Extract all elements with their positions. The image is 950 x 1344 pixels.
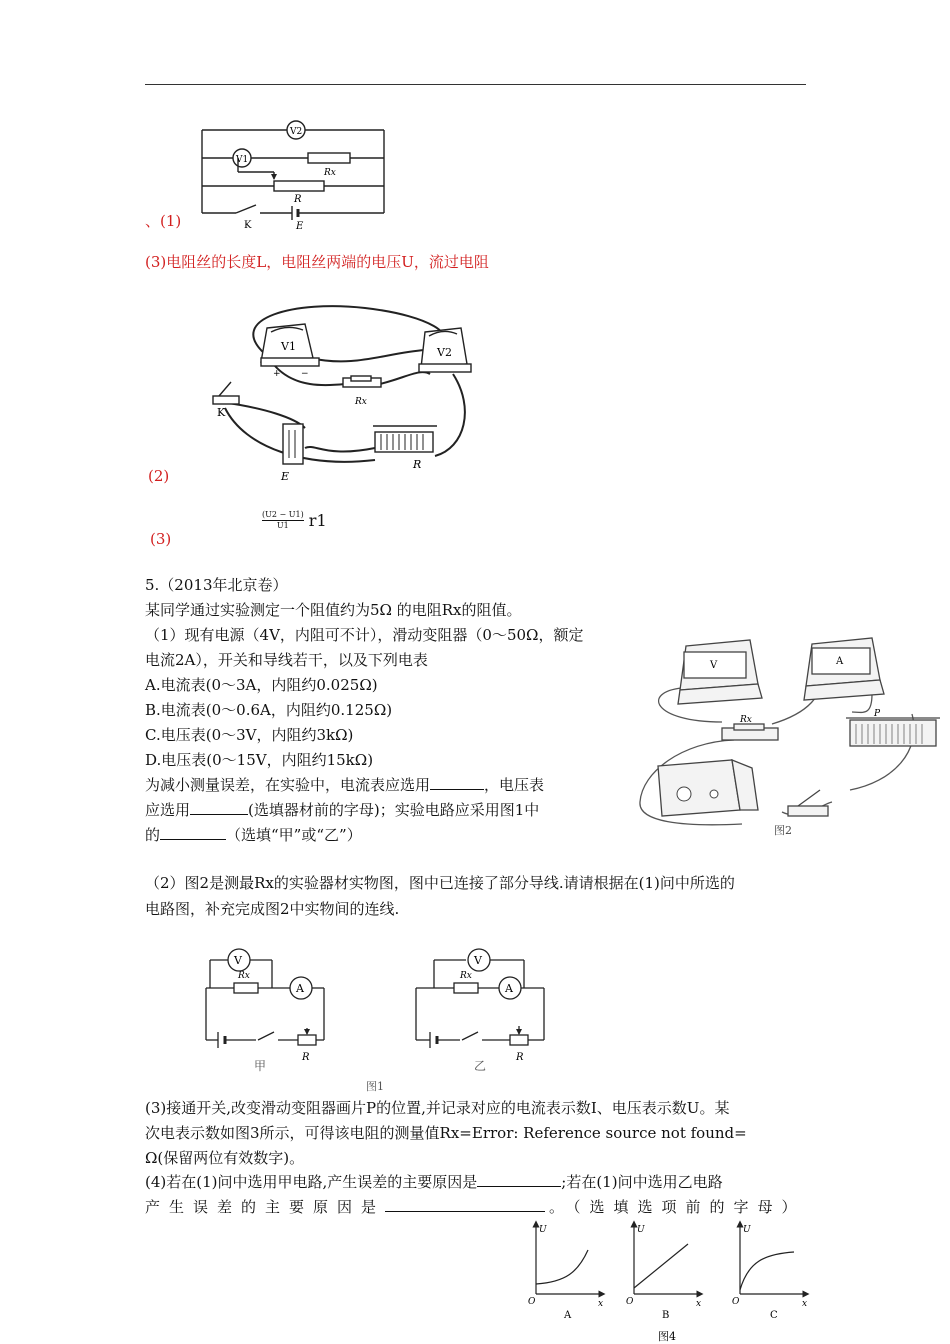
fig1-yi-r: R: [516, 1052, 524, 1063]
q5-p2-line2: 电路图，补充完成图2中实物间的连线.: [145, 900, 400, 918]
minus-mark: −: [301, 369, 309, 379]
fig1-caption: 图1: [366, 1080, 384, 1093]
fig4-x-c: x: [802, 1299, 808, 1309]
q5-ask-line1: [145, 773, 544, 798]
fig4-o-c: O: [732, 1297, 740, 1307]
fig1-yi-label: 乙: [474, 1059, 487, 1073]
answer-1-label: 、(1): [145, 212, 182, 230]
q5-p3-line3: Ω(保留两位有效数字)。: [145, 1149, 305, 1167]
p4-line2-a: 产生误差的主要原因是: [145, 1198, 386, 1216]
q5-p3-line1: (3)接通开关,改变滑动变阻器画片P的位置,并记录对应的电流表示数I、电压表示数U。某: [145, 1099, 730, 1117]
ask-line1-b: ，电压表: [484, 776, 545, 794]
k-label: K: [244, 220, 252, 231]
q5-intro: 某同学通过实验测定一个阻值约为5Ω 的电阻Rx的阻值。: [145, 601, 522, 619]
fig4-label-b: B: [662, 1310, 670, 1321]
ask-line1-a: 为减小测量误差，在实验中，电流表应选用: [145, 776, 431, 794]
plus-mark: +: [273, 369, 281, 379]
fig1-yi-a: A: [505, 982, 513, 995]
figure-4-graphs: [526, 1222, 816, 1342]
p4-line1-b: ;若在(1)问中选用乙电路: [561, 1173, 723, 1191]
fig2-rx-label: Rx: [740, 715, 752, 725]
answer-blank-error-yi[interactable]: [385, 1197, 545, 1212]
q5-p4-line2: [145, 1195, 806, 1220]
ask-line2-b: (选填器材前的字母)；实验电路应采用图1中: [248, 801, 540, 819]
fig1-jia-r: R: [302, 1052, 310, 1063]
ask-line2-a: 应选用: [145, 801, 191, 819]
header-rule: [145, 84, 806, 85]
fig4-label-a: A: [564, 1310, 572, 1321]
formula-numerator: (U2 − U1): [262, 510, 304, 519]
ask-line3-b: （选填“甲”或“乙”）: [226, 826, 362, 844]
fig1-jia-label: 甲: [254, 1059, 267, 1073]
p4-line1-a: (4)若在(1)问中选用甲电路,产生误差的主要原因是: [145, 1173, 478, 1191]
fig4-u-a: U: [539, 1225, 547, 1235]
v2-label: V2: [290, 127, 303, 137]
fig2-a-label: A: [836, 656, 844, 667]
answer-blank-error-jia[interactable]: [477, 1172, 561, 1187]
q5-p4-line1: [145, 1170, 723, 1195]
fig1-yi-v: V: [474, 954, 482, 967]
p4-line2-b: 。（选填选项前的字母）: [549, 1198, 806, 1216]
fig1-jia-v: V: [234, 954, 242, 967]
app-v2-label: V2: [437, 346, 452, 359]
q5-ask-line3: [145, 823, 362, 848]
fig2-caption: 图2: [774, 824, 792, 837]
figure-2-apparatus: [622, 632, 944, 842]
answer-circuit-diagram: [198, 118, 398, 230]
fig4-x-b: x: [696, 1299, 702, 1309]
fig4-caption: 图4: [658, 1330, 676, 1343]
app-rx-label: Rx: [355, 397, 367, 407]
fig4-u-b: U: [637, 1225, 645, 1235]
figure-1-circuits: [198, 942, 568, 1094]
fig1-jia-a: A: [296, 982, 304, 995]
fig2-v-label: V: [710, 660, 718, 671]
q5-p2-line1: （2）图2是测最Rx的实验器材实物图，图中已连接了部分导线.请请根据在(1)问中所选的: [145, 874, 735, 892]
answer-formula: [262, 510, 327, 531]
app-v1-label: V1: [281, 340, 296, 353]
fig4-o-a: O: [528, 1297, 536, 1307]
answer-3b-label: (3): [150, 530, 172, 548]
app-r-label: R: [413, 458, 422, 471]
formula-tail: r1: [308, 511, 327, 530]
e-label: E: [296, 221, 304, 232]
fig4-o-b: O: [626, 1297, 634, 1307]
answer-blank-ammeter[interactable]: [430, 775, 484, 790]
app-k-label: K: [217, 406, 226, 419]
fig2-p-label: P: [874, 709, 881, 719]
app-e-label: E: [281, 470, 290, 483]
q5-ask-line2: [145, 798, 539, 823]
answer-blank-voltmeter[interactable]: [190, 800, 248, 815]
v1-label: V1: [236, 155, 249, 165]
r-label: R: [294, 194, 302, 205]
option-b: B.电流表(0～0.6A，内阻约0.125Ω): [145, 701, 393, 719]
fig4-x-a: x: [598, 1299, 604, 1309]
answer-2-label: (2): [148, 467, 170, 485]
q5-p1-line2: 电流2A），开关和导线若干，以及下列电表: [145, 651, 428, 669]
fig4-u-c: U: [743, 1225, 751, 1235]
q5-p1-line1: （1）现有电源（4V，内阻可不计），滑动变阻器（0～50Ω，额定: [145, 626, 584, 644]
ask-line3-a: 的: [145, 826, 161, 844]
fig1-yi-rx: Rx: [460, 971, 472, 981]
rx-label: Rx: [324, 168, 336, 178]
q5-title: 5.（2013年北京卷）: [145, 576, 288, 594]
fig1-jia-rx: Rx: [238, 971, 250, 981]
option-d: D.电压表(0～15V，内阻约15kΩ): [145, 751, 374, 769]
option-c: C.电压表(0～3V，内阻约3kΩ): [145, 726, 354, 744]
formula-denominator: U1: [262, 520, 304, 531]
answer-apparatus-figure: [205, 298, 485, 488]
answer-blank-circuit[interactable]: [160, 825, 226, 840]
answer-3-text: (3)电阻丝的长度L，电阻丝两端的电压U，流过电阻: [145, 253, 489, 271]
fig4-label-c: C: [770, 1310, 778, 1321]
q5-p3-line2: 次电表示数如图3所示，可得该电阻的测量值Rx=Error: Reference source not found=: [145, 1124, 747, 1142]
option-a: A.电流表(0～3A，内阻约0.025Ω): [145, 676, 378, 694]
